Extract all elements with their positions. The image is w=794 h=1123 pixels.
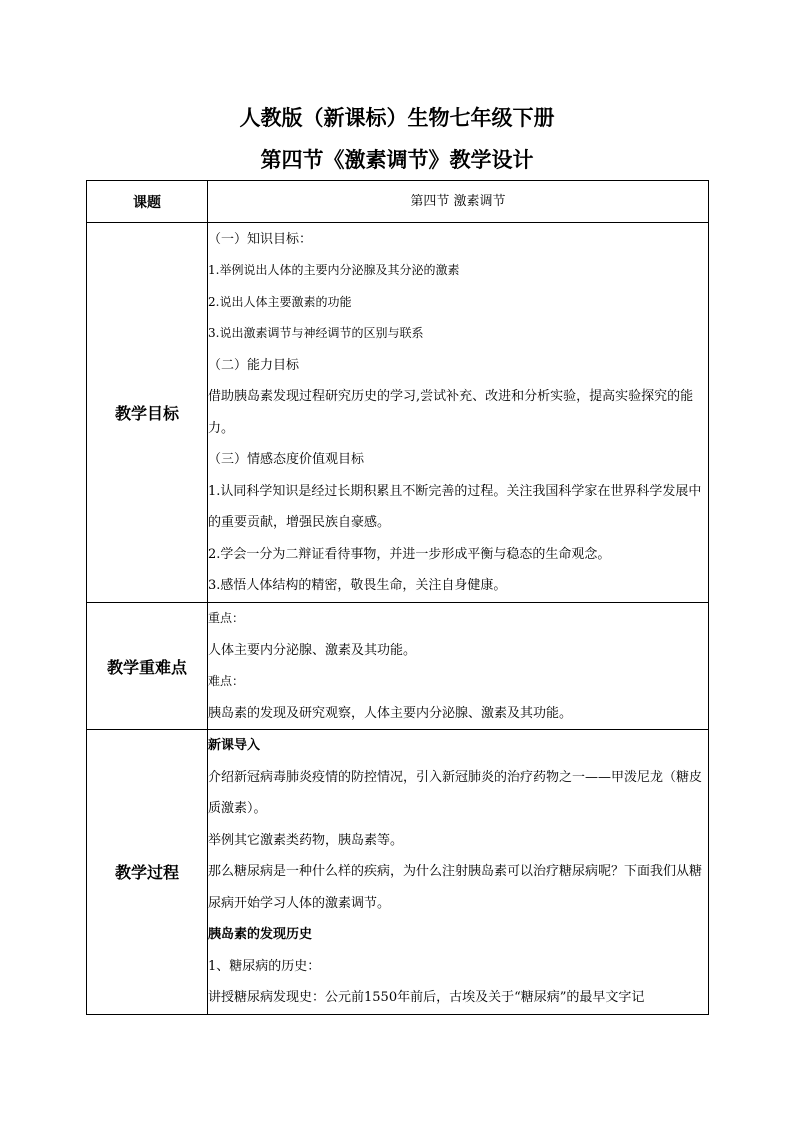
lesson-plan-table: [86, 180, 709, 1015]
table-row: [87, 223, 709, 603]
process-line: 举例其它激素类药物，胰岛素等。: [208, 832, 404, 848]
goal-line: 借助胰岛素发现过程研究历史的学习,尝试补充、改进和分析实验，提高实验探究的能力。: [208, 389, 694, 436]
row-label-goals: 教学目标: [87, 223, 208, 603]
goal-line: 1.举例说出人体的主要内分泌腺及其分泌的激素: [208, 263, 460, 277]
table-row: [87, 181, 709, 223]
goal-line: （一）知识目标：: [208, 231, 313, 247]
goal-line: （三）情感态度价值观目标: [208, 452, 365, 467]
row-content-goals: [208, 223, 709, 603]
document-title: 人教版（新课标）生物七年级下册: [239, 105, 555, 130]
process-line: 讲授糖尿病发现史：公元前1550年前后，古埃及关于“糖尿病”的最早文字记: [208, 990, 645, 1005]
section-heading: 胰岛素的发现历史: [208, 927, 313, 942]
goal-line: （二）能力目标: [208, 357, 300, 373]
row-label-process: 教学过程: [87, 730, 208, 1015]
row-value-topic: 第四节 激素调节: [208, 181, 709, 223]
row-content-key-points: [208, 603, 709, 730]
key-point-line: 人体主要内分泌腺、激素及其功能。: [208, 642, 417, 658]
key-point-line: 胰岛素的发现及研究观察，人体主要内分泌腺、激素及其功能。: [208, 705, 573, 721]
process-line: 那么糖尿病是一种什么样的疾病，为什么注射胰岛素可以治疗糖尿病呢？下面我们从糖尿病开始学习人体的激素调节。: [208, 864, 703, 911]
key-point-line: 难点：: [208, 674, 245, 688]
process-line: 介绍新冠病毒肺炎疫情的防控情况，引入新冠肺炎的治疗药物之一——甲泼尼龙（糖皮质激素）。: [208, 769, 703, 816]
goal-line: 2.学会一分为二辩证看待事物，并进一步形成平衡与稳态的生命观念。: [208, 546, 611, 562]
goal-line: 3.感悟人体结构的精密，敬畏生命，关注自身健康。: [208, 578, 507, 593]
section-heading: 新课导入: [208, 738, 261, 753]
goal-line: 3.说出激素调节与神经调节的区别与联系: [208, 326, 424, 340]
row-label-topic: 课题: [87, 181, 208, 223]
document-subtitle: 第四节《激素调节》教学设计: [260, 147, 534, 172]
goal-line: 1.认同科学知识是经过长期积累且不断完善的过程。关注我国科学家在世界科学发展中的重要贡献，增强民族自豪感。: [208, 483, 702, 530]
goal-line: 2.说出人体主要激素的功能: [208, 294, 352, 309]
table-row: [87, 603, 709, 730]
process-line: 1、糖尿病的历史：: [208, 958, 321, 974]
key-point-line: 重点：: [208, 611, 245, 625]
row-content-process: [208, 730, 709, 1015]
table-row: [87, 730, 709, 1015]
row-label-key-points: 教学重难点: [87, 603, 208, 730]
